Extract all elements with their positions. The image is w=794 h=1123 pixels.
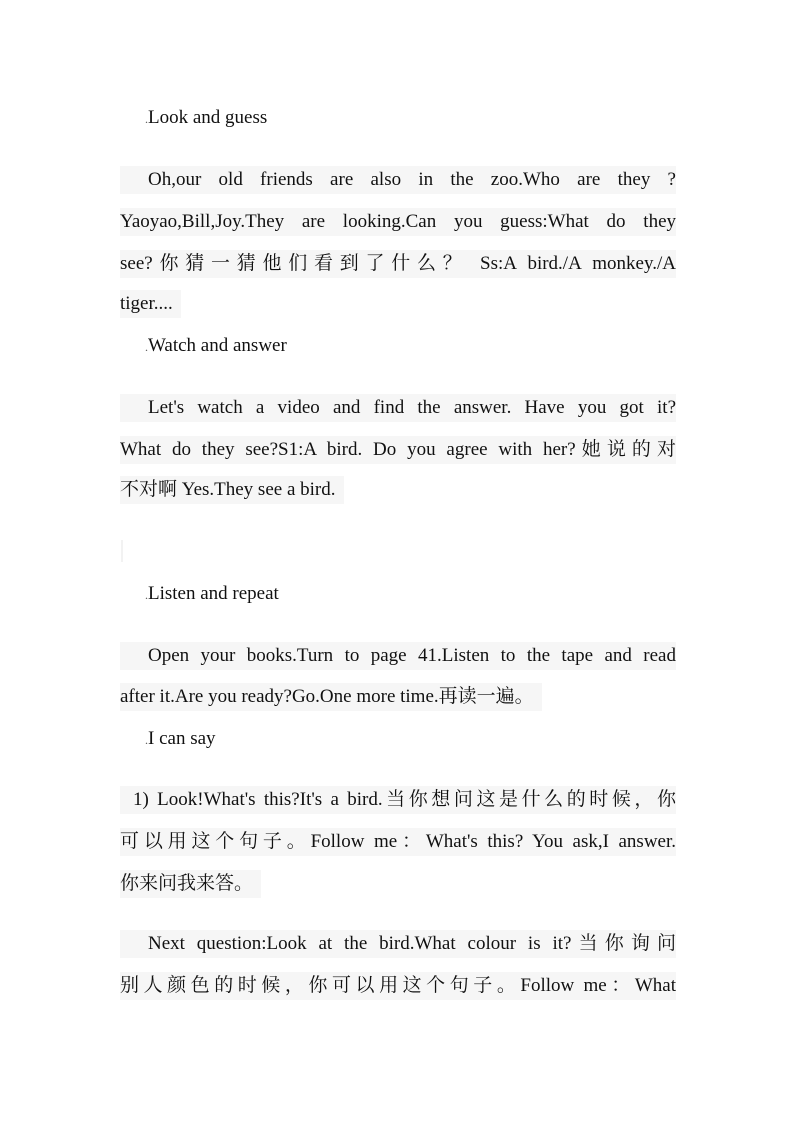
paragraph-line: 可以用这个句子。Follow me：What's this? You ask,I answer. <box>120 828 676 856</box>
section-marker: . <box>145 588 148 602</box>
section-heading-listen-and-repeat <box>145 582 279 607</box>
empty-line-marker <box>121 540 123 562</box>
section-heading-watch-and-answer <box>145 334 287 359</box>
paragraph-line: Let's watch a video and find the answer. Have you got it? <box>120 394 676 422</box>
paragraph-line: 别人颜色的时候，你可以用这个句子。Follow me：What <box>120 972 676 1000</box>
paragraph-line: Yaoyao,Bill,Joy.They are looking.Can you guess:What do they <box>120 208 676 236</box>
section-title: Listen and repeat <box>148 583 279 604</box>
section-title: Watch and answer <box>148 335 287 356</box>
section-heading-i-can-say <box>145 727 216 752</box>
section-title: Look and guess <box>148 107 268 128</box>
section-heading-look-and-guess <box>145 106 268 131</box>
paragraph-line: 不对啊 Yes.They see a bird. <box>120 476 344 504</box>
paragraph-line: Open your books.Turn to page 41.Listen to the tape and read <box>120 642 676 670</box>
section-title: I can say <box>148 728 216 749</box>
section-marker: . <box>145 112 148 126</box>
paragraph-line: Next question:Look at the bird.What colour is it?当你询问 <box>120 930 676 958</box>
paragraph-line: What do they see?S1:A bird. Do you agree with her?她说的对 <box>120 436 676 464</box>
paragraph-line: see?你猜一猜他们看到了什么？ Ss:A bird./A monkey./A <box>120 250 676 278</box>
paragraph-line: 1) Look!What's this?It's a bird.当你想问这是什么的时候，你 <box>120 786 676 814</box>
section-marker: . <box>145 340 148 354</box>
paragraph-line: after it.Are you ready?Go.One more time.再读一遍。 <box>120 683 542 711</box>
section-marker: . <box>145 733 148 747</box>
paragraph-line: 你来问我来答。 <box>120 870 261 898</box>
paragraph-line: tiger.... <box>120 290 181 318</box>
paragraph-line: Oh,our old friends are also in the zoo.Who are they ? <box>120 166 676 194</box>
